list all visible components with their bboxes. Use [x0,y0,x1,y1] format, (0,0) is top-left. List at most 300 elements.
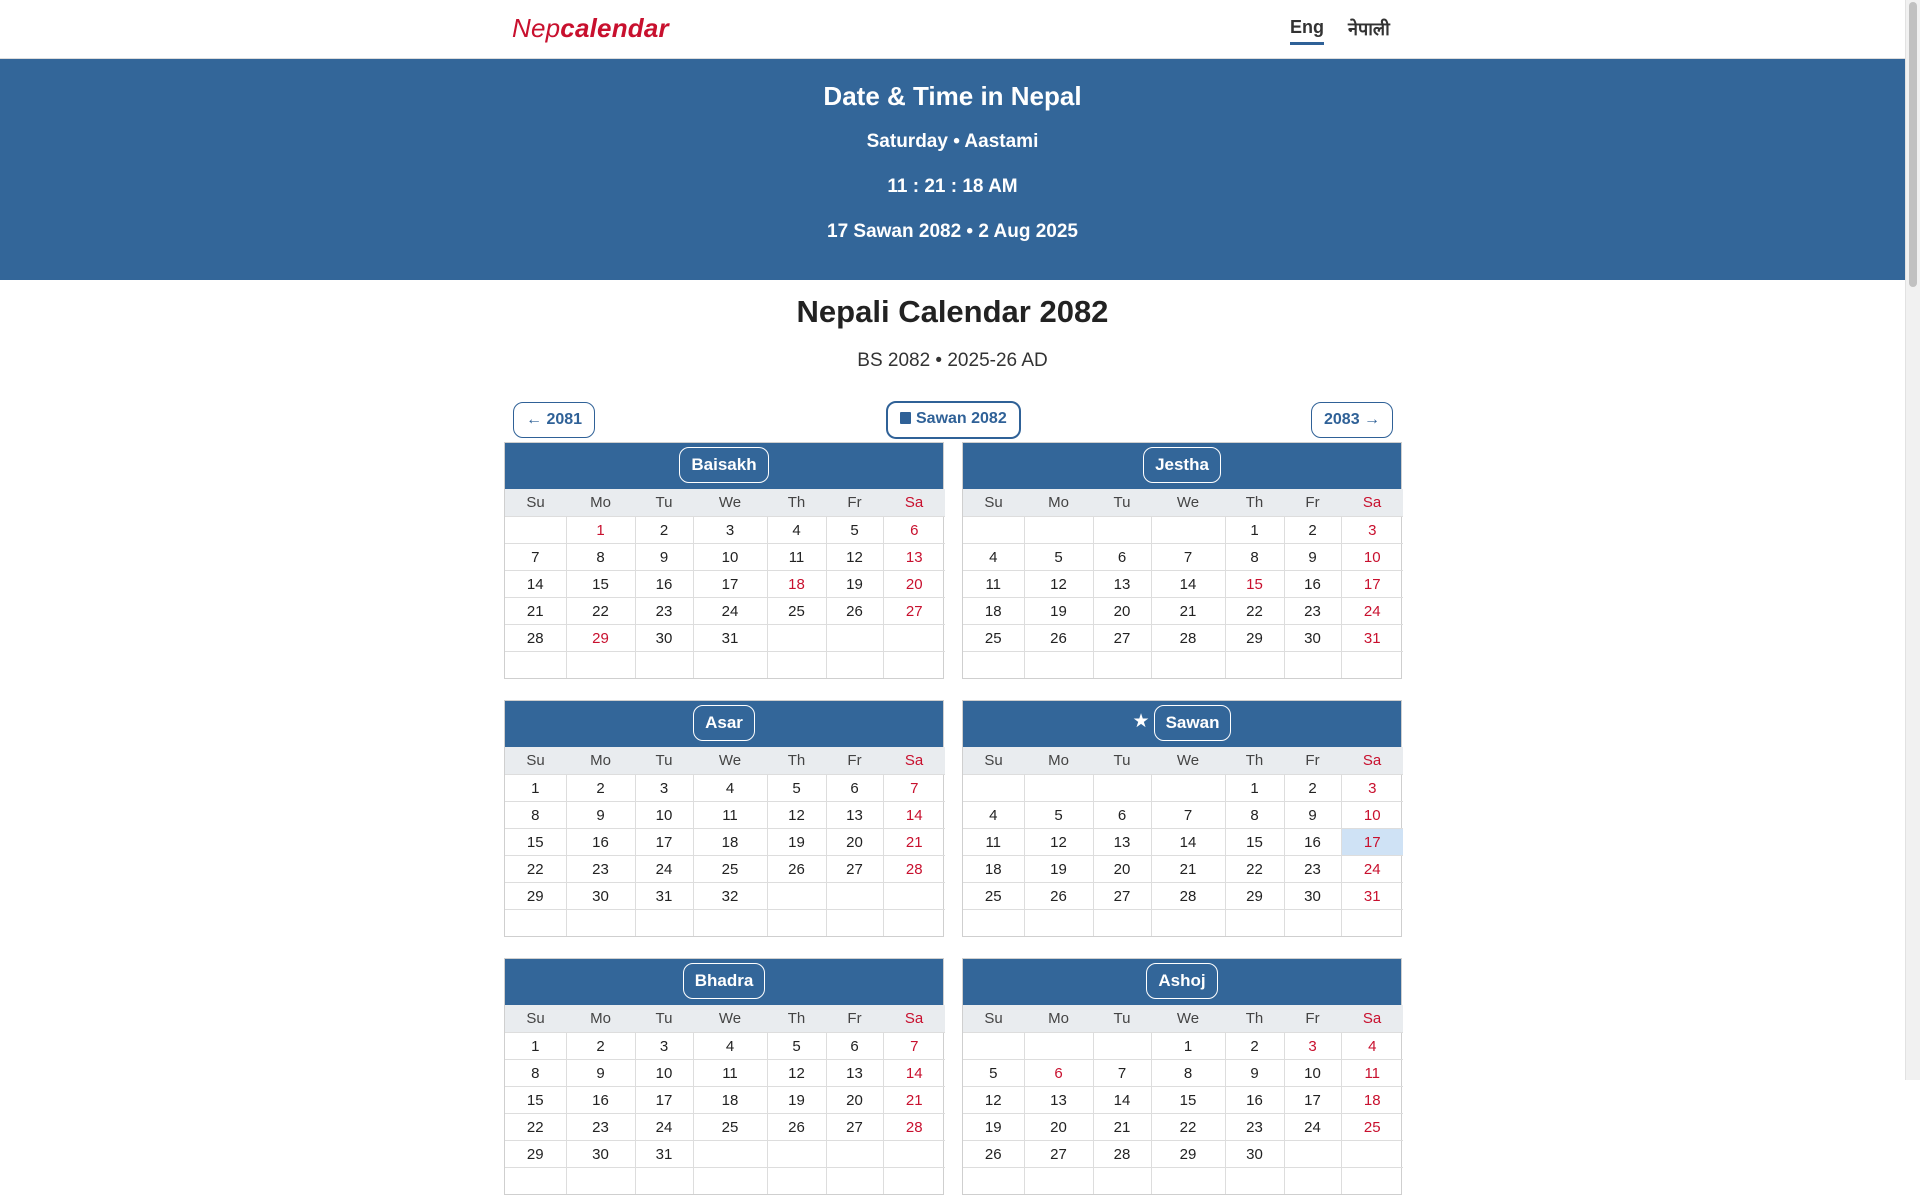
day-cell[interactable]: 21 [1151,856,1225,883]
prev-year-button[interactable]: ← 2081 [513,402,595,438]
page-scrollbar[interactable] [1905,0,1920,1080]
day-cell[interactable]: 23 [635,598,693,625]
day-cell[interactable]: 24 [1341,856,1403,883]
day-cell[interactable]: 2 [1225,1033,1284,1060]
day-cell[interactable]: 6 [1093,802,1151,829]
month-header [505,443,943,489]
weekday-header: Fr [826,747,883,775]
day-cell[interactable]: 29 [1225,883,1284,910]
day-cell[interactable]: 13 [1093,829,1151,856]
day-cell[interactable]: 25 [963,625,1024,652]
day-cell[interactable]: 5 [767,775,826,802]
empty-day-cell [883,652,945,679]
day-cell[interactable]: 3 [635,1033,693,1060]
day-cell[interactable]: 30 [1284,883,1341,910]
day-cell[interactable]: 28 [1151,883,1225,910]
month-asar [504,700,944,937]
day-cell[interactable]: 7 [1151,544,1225,571]
weekday-header: Mo [1024,747,1093,775]
day-cell[interactable]: 20 [1093,598,1151,625]
week-row [505,1114,945,1141]
day-cell[interactable]: 25 [963,883,1024,910]
week-row [963,652,1403,679]
day-cell[interactable]: 3 [1284,1033,1341,1060]
day-cell[interactable]: 2 [566,1033,635,1060]
day-cell[interactable]: 19 [767,1087,826,1114]
day-cell[interactable]: 4 [767,517,826,544]
day-cell[interactable]: 14 [883,802,945,829]
weekday-header: Fr [826,489,883,517]
day-cell[interactable]: 23 [1284,598,1341,625]
weekday-header: We [693,1005,767,1033]
day-cell[interactable]: 31 [693,625,767,652]
day-cell[interactable]: 14 [1151,571,1225,598]
day-cell[interactable]: 9 [1225,1060,1284,1087]
day-cell[interactable]: 15 [566,571,635,598]
current-time: 11 : 21 : 18 AM [887,176,1018,197]
weekday-header: Sa [883,1005,945,1033]
empty-day-cell [826,625,883,652]
day-cell[interactable]: 15 [1151,1087,1225,1114]
empty-day-cell [767,625,826,652]
day-cell[interactable]: 20 [1093,856,1151,883]
day-cell[interactable]: 5 [1024,544,1093,571]
day-cell[interactable]: 26 [767,856,826,883]
week-row [963,1168,1403,1195]
week-row [505,775,945,802]
empty-day-cell [963,910,1024,937]
day-cell[interactable]: 6 [1093,544,1151,571]
empty-day-cell [1024,1168,1093,1195]
week-row [963,910,1403,937]
day-cell[interactable]: 25 [693,1114,767,1141]
day-cell[interactable]: 18 [963,856,1024,883]
day-cell[interactable]: 5 [963,1060,1024,1087]
weekday-header: Su [963,747,1024,775]
day-cell[interactable]: 29 [505,883,566,910]
empty-day-cell [963,652,1024,679]
day-cell[interactable]: 18 [963,598,1024,625]
month-table [505,1005,945,1194]
current-date: 17 Sawan 2082 • 2 Aug 2025 [827,221,1078,242]
weekday-header: Th [767,747,826,775]
month-header [505,959,943,1005]
empty-day-cell [693,1141,767,1168]
day-cell[interactable]: 22 [505,1114,566,1141]
week-row [505,856,945,883]
day-cell[interactable]: 2 [566,775,635,802]
day-cell[interactable]: 24 [635,1114,693,1141]
day-cell[interactable]: 28 [883,856,945,883]
calendar-subtitle: BS 2082 • 2025-26 AD [857,350,1048,371]
day-cell[interactable]: 12 [826,544,883,571]
day-cell-today[interactable]: 17 [1341,829,1403,856]
day-cell[interactable]: 30 [566,883,635,910]
day-cell[interactable]: 27 [1093,883,1151,910]
day-cell[interactable]: 30 [1284,625,1341,652]
day-cell[interactable]: 17 [1284,1087,1341,1114]
day-cell[interactable]: 29 [505,1141,566,1168]
day-cell[interactable]: 1 [505,1033,566,1060]
week-row [963,1060,1403,1087]
weekday-header: Su [963,1005,1024,1033]
empty-day-cell [1225,910,1284,937]
day-cell[interactable]: 27 [1024,1141,1093,1168]
week-row [505,1087,945,1114]
day-cell[interactable]: 7 [883,775,945,802]
day-cell[interactable]: 14 [505,571,566,598]
empty-day-cell [1093,910,1151,937]
day-cell[interactable]: 4 [1341,1033,1403,1060]
day-cell[interactable]: 21 [1093,1114,1151,1141]
day-cell[interactable]: 18 [1341,1087,1403,1114]
current-month-button[interactable] [886,401,1021,439]
day-cell[interactable]: 14 [1151,829,1225,856]
day-cell[interactable]: 11 [693,802,767,829]
day-cell[interactable]: 16 [635,571,693,598]
weekday-header: Th [1225,1005,1284,1033]
empty-day-cell [1151,910,1225,937]
day-cell[interactable]: 3 [1341,517,1403,544]
empty-day-cell [826,1168,883,1195]
week-row [963,802,1403,829]
day-cell[interactable]: 17 [635,829,693,856]
day-cell[interactable]: 28 [505,625,566,652]
week-row [963,829,1403,856]
day-cell[interactable]: 9 [566,802,635,829]
day-cell[interactable]: 6 [1024,1060,1093,1087]
day-cell[interactable]: 27 [883,598,945,625]
empty-day-cell [767,883,826,910]
empty-day-cell [566,652,635,679]
week-row [505,883,945,910]
day-cell[interactable]: 19 [826,571,883,598]
day-cell[interactable]: 7 [505,544,566,571]
day-cell[interactable]: 7 [1093,1060,1151,1087]
weekday-header: Sa [1341,1005,1403,1033]
day-cell[interactable]: 1 [1225,517,1284,544]
day-cell[interactable]: 16 [1284,571,1341,598]
day-cell[interactable]: 25 [767,598,826,625]
weekday-header: Mo [1024,1005,1093,1033]
day-cell[interactable]: 19 [1024,598,1093,625]
day-cell[interactable]: 26 [826,598,883,625]
day-cell[interactable]: 8 [1225,802,1284,829]
empty-day-cell [505,517,566,544]
week-row [963,775,1403,802]
week-row [963,1033,1403,1060]
weekday-header: Fr [1284,747,1341,775]
month-name-button[interactable]: Ashoj [1146,963,1217,999]
empty-day-cell [505,910,566,937]
day-cell[interactable]: 9 [1284,544,1341,571]
day-cell[interactable]: 30 [635,625,693,652]
month-name-button[interactable]: Bhadra [683,963,766,999]
day-cell[interactable]: 5 [767,1033,826,1060]
day-cell[interactable]: 15 [505,1087,566,1114]
day-cell[interactable]: 4 [693,775,767,802]
day-cell[interactable]: 8 [1151,1060,1225,1087]
logo-text-bold: calendar [560,13,669,43]
day-cell[interactable]: 8 [566,544,635,571]
empty-day-cell [1341,1168,1403,1195]
day-cell[interactable]: 19 [1024,856,1093,883]
week-row [505,1033,945,1060]
month-bhadra [504,958,944,1195]
week-row [505,1168,945,1195]
day-cell[interactable]: 6 [883,517,945,544]
day-cell[interactable]: 22 [1225,856,1284,883]
day-cell[interactable]: 23 [566,856,635,883]
day-cell[interactable]: 2 [635,517,693,544]
empty-day-cell [826,652,883,679]
day-cell[interactable]: 11 [963,829,1024,856]
day-cell[interactable]: 6 [826,775,883,802]
empty-day-cell [1284,1141,1341,1168]
empty-day-cell [1024,775,1093,802]
empty-day-cell [1151,652,1225,679]
day-cell[interactable]: 15 [505,829,566,856]
top-navbar [0,0,1905,59]
weekday-header: Sa [883,489,945,517]
month-name-button[interactable]: Baisakh [679,447,768,483]
day-cell[interactable]: 1 [1151,1033,1225,1060]
day-cell[interactable]: 3 [1341,775,1403,802]
day-cell[interactable]: 15 [1225,829,1284,856]
day-cell[interactable]: 20 [826,829,883,856]
empty-day-cell [1093,775,1151,802]
day-cell[interactable]: 31 [1341,883,1403,910]
day-cell[interactable]: 11 [767,544,826,571]
day-cell[interactable]: 20 [1024,1114,1093,1141]
day-cell[interactable]: 12 [963,1087,1024,1114]
day-cell[interactable]: 22 [1151,1114,1225,1141]
day-cell[interactable]: 3 [635,775,693,802]
banner-title: Date & Time in Nepal [823,81,1082,111]
day-cell[interactable]: 14 [883,1060,945,1087]
day-cell[interactable]: 24 [693,598,767,625]
empty-day-cell [883,1141,945,1168]
day-cell[interactable]: 24 [635,856,693,883]
day-cell[interactable]: 11 [963,571,1024,598]
weekday-header: Sa [1341,489,1403,517]
date-time-banner [0,59,1905,280]
empty-day-cell [1024,652,1093,679]
day-cell[interactable]: 10 [635,802,693,829]
month-table [963,489,1403,678]
empty-day-cell [693,1168,767,1195]
day-cell[interactable]: 22 [505,856,566,883]
day-cell[interactable]: 21 [1151,598,1225,625]
day-cell[interactable]: 1 [1225,775,1284,802]
year-navigation [0,402,1905,442]
month-name-button[interactable]: Sawan [1154,705,1232,741]
empty-day-cell [826,910,883,937]
day-cell[interactable]: 31 [635,1141,693,1168]
day-cell[interactable]: 16 [566,1087,635,1114]
day-cell[interactable]: 10 [1341,544,1403,571]
weekday-header: Mo [1024,489,1093,517]
day-cell[interactable]: 26 [767,1114,826,1141]
day-cell[interactable]: 22 [1225,598,1284,625]
empty-day-cell [566,910,635,937]
day-cell[interactable]: 13 [1093,571,1151,598]
empty-day-cell [1151,517,1225,544]
day-cell[interactable]: 10 [1341,802,1403,829]
day-cell[interactable]: 20 [826,1087,883,1114]
day-cell[interactable]: 31 [635,883,693,910]
empty-day-cell [963,775,1024,802]
day-cell[interactable]: 20 [883,571,945,598]
day-cell[interactable]: 3 [693,517,767,544]
day-cell[interactable]: 23 [1284,856,1341,883]
day-cell[interactable]: 4 [693,1033,767,1060]
day-cell[interactable]: 8 [505,802,566,829]
day-cell[interactable]: 21 [883,1087,945,1114]
day-cell[interactable]: 28 [883,1114,945,1141]
day-cell[interactable]: 18 [693,829,767,856]
day-cell[interactable]: 1 [566,517,635,544]
weekday-header: We [1151,489,1225,517]
day-cell[interactable]: 16 [566,829,635,856]
day-cell[interactable]: 26 [1024,625,1093,652]
day-cell[interactable]: 2 [1284,775,1341,802]
day-cell[interactable]: 23 [566,1114,635,1141]
current-month-label: Sawan 2082 [916,410,1007,427]
day-cell[interactable]: 25 [1341,1114,1403,1141]
day-cell[interactable]: 10 [693,544,767,571]
day-cell[interactable]: 9 [635,544,693,571]
day-cell[interactable]: 7 [883,1033,945,1060]
day-cell[interactable]: 13 [1024,1087,1093,1114]
site-logo[interactable] [512,13,669,44]
day-cell[interactable]: 1 [505,775,566,802]
weekday-header: We [693,747,767,775]
empty-day-cell [883,910,945,937]
day-cell[interactable]: 11 [1341,1060,1403,1087]
day-cell[interactable]: 29 [1151,1141,1225,1168]
week-row [963,856,1403,883]
day-cell[interactable]: 18 [693,1087,767,1114]
empty-day-cell [1024,1033,1093,1060]
day-cell[interactable]: 19 [767,829,826,856]
lang-nepali-link[interactable]: नेपाली [1348,19,1390,39]
day-cell[interactable]: 28 [1151,625,1225,652]
day-cell[interactable]: 11 [693,1060,767,1087]
day-cell[interactable]: 4 [963,802,1024,829]
day-cell[interactable]: 27 [826,856,883,883]
day-cell[interactable]: 15 [1225,571,1284,598]
day-cell[interactable]: 17 [635,1087,693,1114]
empty-day-cell [963,517,1024,544]
day-cell[interactable]: 21 [883,829,945,856]
empty-day-cell [1284,910,1341,937]
day-cell[interactable]: 30 [1225,1141,1284,1168]
day-cell[interactable]: 26 [963,1141,1024,1168]
day-cell[interactable]: 19 [963,1114,1024,1141]
month-name-button[interactable]: Asar [693,705,755,741]
weekday-header: Su [505,1005,566,1033]
month-jestha [962,442,1402,679]
day-cell[interactable]: 22 [566,598,635,625]
day-cell[interactable]: 6 [826,1033,883,1060]
empty-day-cell [1225,652,1284,679]
day-cell[interactable]: 17 [1341,571,1403,598]
next-year-button[interactable]: 2083 → [1311,402,1393,438]
day-cell[interactable]: 23 [1225,1114,1284,1141]
day-cell[interactable]: 4 [963,544,1024,571]
day-cell[interactable]: 27 [826,1114,883,1141]
empty-day-cell [1093,1168,1151,1195]
month-table [505,747,945,936]
day-cell[interactable]: 12 [767,1060,826,1087]
weekday-header: Fr [1284,1005,1341,1033]
day-cell[interactable]: 31 [1341,625,1403,652]
day-cell[interactable]: 24 [1341,598,1403,625]
day-cell[interactable]: 9 [566,1060,635,1087]
weekday-header: Th [767,489,826,517]
empty-day-cell [566,1168,635,1195]
day-cell[interactable]: 12 [1024,829,1093,856]
day-cell[interactable]: 16 [1225,1087,1284,1114]
week-row [505,652,945,679]
weekday-header: Su [505,489,566,517]
empty-day-cell [963,1033,1024,1060]
day-cell[interactable]: 32 [693,883,767,910]
day-cell[interactable]: 5 [826,517,883,544]
day-cell[interactable]: 13 [826,802,883,829]
week-row [505,517,945,544]
logo-text-light: Nep [512,13,561,43]
day-cell[interactable]: 2 [1284,517,1341,544]
day-cell[interactable]: 29 [566,625,635,652]
day-cell[interactable]: 13 [826,1060,883,1087]
day-cell[interactable]: 29 [1225,625,1284,652]
day-cell[interactable]: 16 [1284,829,1341,856]
scrollbar-thumb[interactable] [1909,2,1917,287]
weekday-tithi: Saturday • Aastami [866,131,1039,152]
day-cell[interactable]: 8 [505,1060,566,1087]
day-cell[interactable]: 30 [566,1141,635,1168]
day-cell[interactable]: 8 [1225,544,1284,571]
day-cell[interactable]: 7 [1151,802,1225,829]
day-cell[interactable]: 12 [767,802,826,829]
day-cell[interactable]: 17 [693,571,767,598]
weekday-header: Tu [1093,747,1151,775]
day-cell[interactable]: 18 [767,571,826,598]
week-row [963,1087,1403,1114]
day-cell[interactable]: 27 [1093,625,1151,652]
day-cell[interactable]: 26 [1024,883,1093,910]
week-row [505,598,945,625]
week-row [963,883,1403,910]
day-cell[interactable]: 25 [693,856,767,883]
day-cell[interactable]: 10 [1284,1060,1341,1087]
day-cell[interactable]: 9 [1284,802,1341,829]
day-cell[interactable]: 5 [1024,802,1093,829]
day-cell[interactable]: 21 [505,598,566,625]
day-cell[interactable]: 13 [883,544,945,571]
day-cell[interactable]: 28 [1093,1141,1151,1168]
month-header [963,959,1401,1005]
day-cell[interactable]: 14 [1093,1087,1151,1114]
day-cell[interactable]: 12 [1024,571,1093,598]
day-cell[interactable]: 10 [635,1060,693,1087]
lang-english-link[interactable]: Eng [1290,17,1324,45]
day-cell[interactable]: 24 [1284,1114,1341,1141]
empty-day-cell [883,1168,945,1195]
month-name-button[interactable]: Jestha [1143,447,1221,483]
